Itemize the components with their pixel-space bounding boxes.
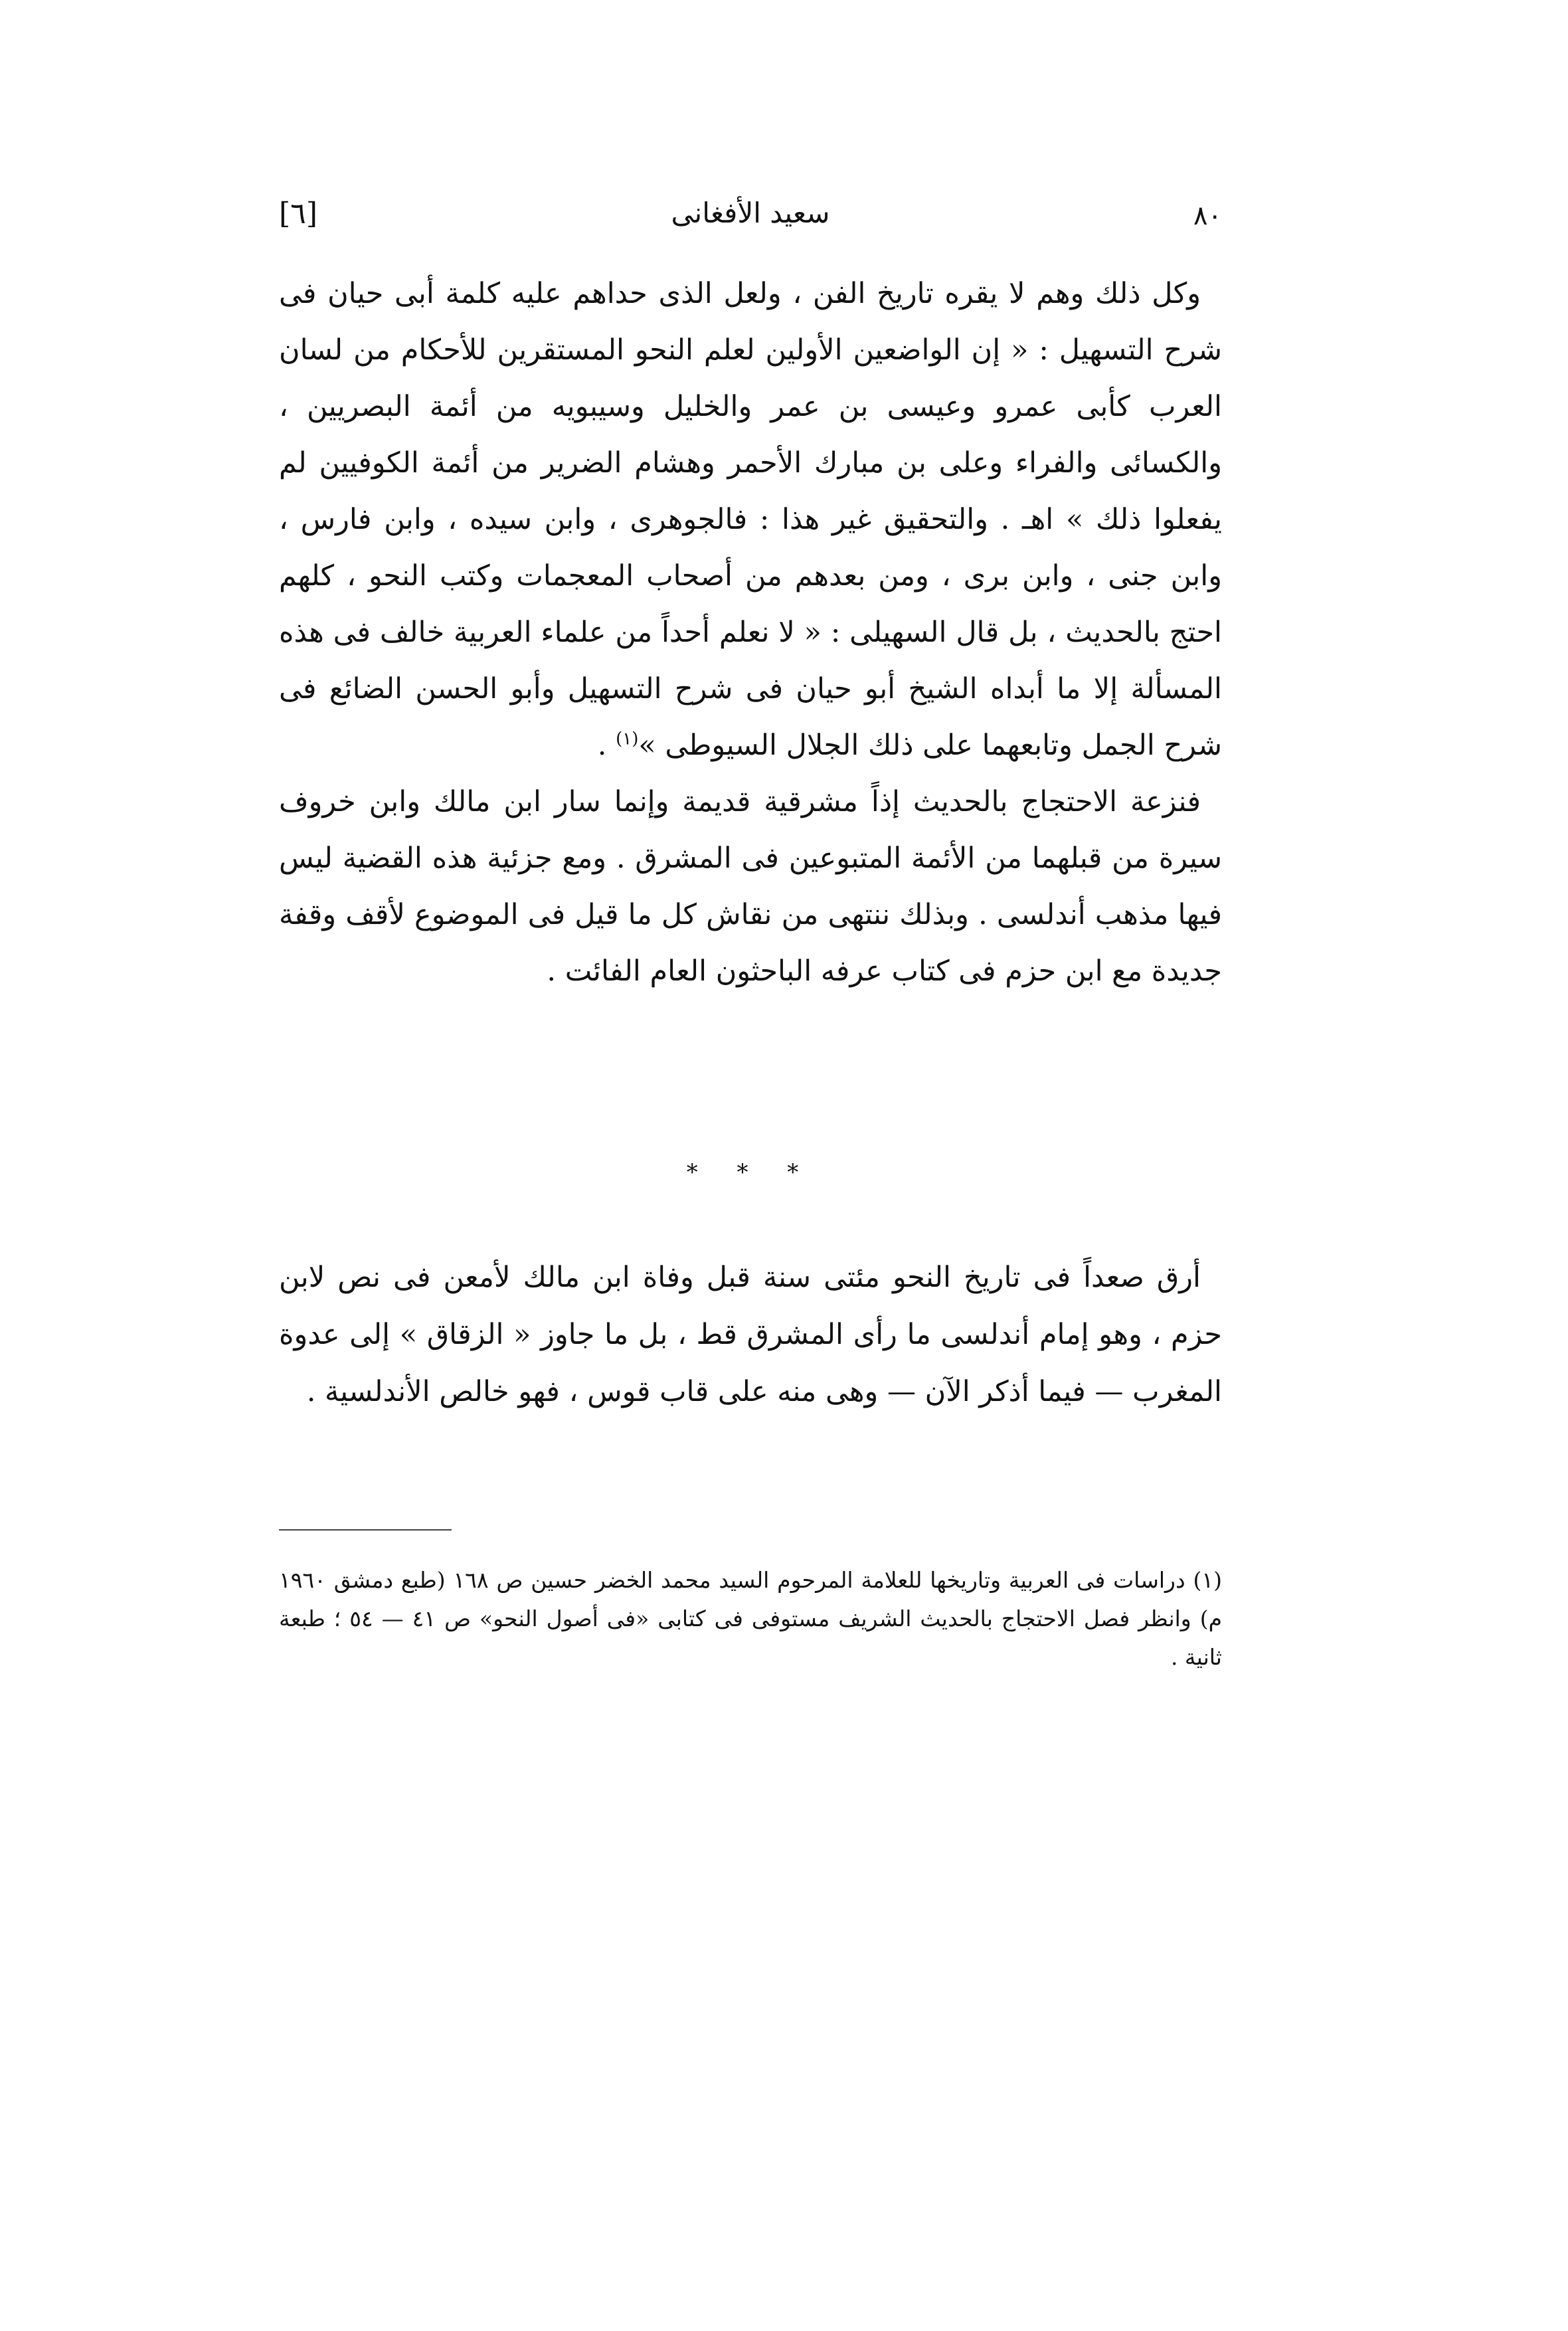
footnote-divider xyxy=(279,1529,452,1531)
paragraph xyxy=(279,266,1222,774)
paragraph-text: أرق صعداً فى تاريخ النحو مئتى سنة قبل وفاة ابن مالك لأمعن فى نص لابن حزم ، وهو إمام أندلسى ما رأى المشرق قط ، بل ما جاوز « الزقاق » إلى عدوة المغرب — فيما أذكر الآن — وهى منه على قاب قوس ، فهو خالص الأندلسية . xyxy=(279,1261,1222,1408)
footnote-reference[interactable]: (١) xyxy=(616,729,639,749)
paragraph-text: وكل ذلك وهم لا يقره تاريخ الفن ، ولعل الذى حداهم عليه كلمة أبى حيان فى شرح التسهيل : « إن الواضعين الأولين لعلم النحو المستقرين للأحكام من لسان العرب كأبى عمرو وعيسى بن عمر والخليل وسيبويه من أئمة البصريين ، والكسائى والفراء وعلى بن مبارك الأحمر وهشام الضرير من أئمة الكوفيين لم يفعلوا ذلك » اهـ . والتحقيق غير هذا : فالجوهرى ، وابن سيده ، وابن فارس ، وابن جنى ، وابن برى ، ومن بعدهم من أصحاب المعجمات وكتب النحو ، كلهم احتج بالحديث ، بل قال السهيلى : « لا نعلم أحداً من علماء العربية خالف فى هذه المسألة إلا ما أبداه الشيخ أبو حيان فى شرح التسهيل وأبو الحسن الضائع فى شرح الجمل وتابعهما على ذلك الجلال السيوطى » xyxy=(279,277,1222,762)
chapter-marker: [٦] xyxy=(279,197,317,231)
book-page xyxy=(279,193,1222,1721)
running-title: سعيد الأفغانى xyxy=(671,197,830,229)
section-separator: * * * xyxy=(686,1159,815,1186)
paragraph xyxy=(279,774,1222,1000)
page-header xyxy=(279,193,1222,239)
main-text xyxy=(279,266,1222,1000)
section-text xyxy=(279,1249,1222,1420)
paragraph-text: فنزعة الاحتجاج بالحديث إذاً مشرقية قديمة وإنما سار ابن مالك وابن خروف سيرة من قبلهما من الأئمة المتبوعين فى المشرق . ومع جزئية هذه القضية ليس فيها مذهب أندلسى . وبذلك ننتهى من نقاش كل ما قيل فى الموضوع لأقف وقفة جديدة مع ابن حزم فى كتاب عرفه الباحثون العام الفائت . xyxy=(279,785,1222,988)
page-number: ٨٠ xyxy=(1193,201,1222,231)
paragraph-end: . xyxy=(597,729,616,762)
footnote-item: (١) دراسات فى العربية وتاريخها للعلامة المرحوم السيد محمد الخضر حسين ص ١٦٨ (طبع دمشق ١٩٦٠ م) وانظر فصل الاحتجاج بالحديث الشريف مستوفى فى كتابى «فى أصول النحو» ص ٤١ — ٥٤ ؛ طبعة ثانية . xyxy=(279,1567,1223,1670)
footnotes xyxy=(279,1561,1222,1677)
paragraph xyxy=(279,1249,1222,1420)
